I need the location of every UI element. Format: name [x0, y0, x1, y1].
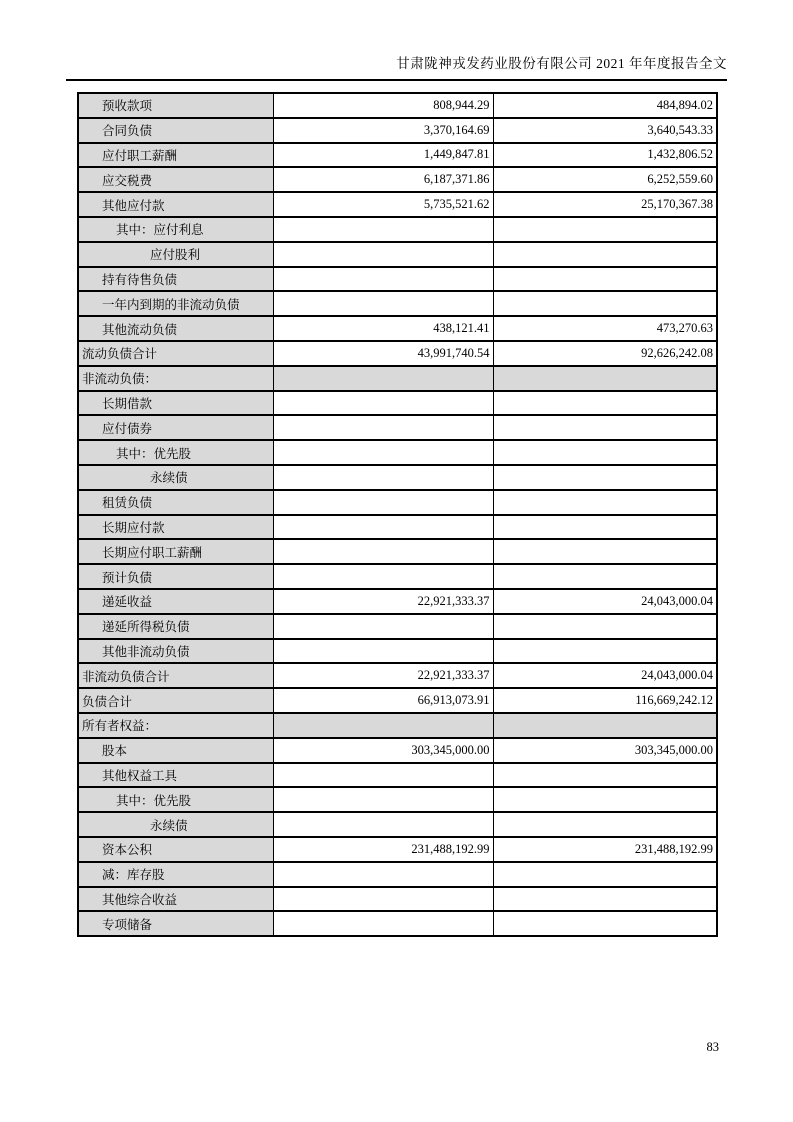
table-row [78, 192, 717, 217]
table-row [78, 341, 717, 366]
col1-value-cell: 231,488,192.99 [273, 837, 493, 862]
col1-value-cell [273, 564, 493, 589]
table-row [78, 366, 717, 391]
col2-value-cell [493, 763, 717, 788]
col1-value-cell [273, 440, 493, 465]
col2-value-cell [493, 366, 717, 391]
col1-value-cell: 3,370,164.69 [273, 118, 493, 143]
col1-value-cell [273, 291, 493, 316]
col2-value-cell [493, 911, 717, 936]
col2-value-cell [493, 862, 717, 887]
row-label-cell: 持有待售负债 [78, 267, 273, 292]
col2-value-cell [493, 415, 717, 440]
table-row [78, 440, 717, 465]
table-row [78, 614, 717, 639]
col1-value-cell [273, 887, 493, 912]
table-row [78, 217, 717, 242]
col2-value-cell [493, 391, 717, 416]
col2-value-cell: 116,669,242.12 [493, 688, 717, 713]
col1-value-cell: 303,345,000.00 [273, 738, 493, 763]
col2-value-cell [493, 614, 717, 639]
row-label-cell: 其他流动负债 [78, 316, 273, 341]
col1-value-cell [273, 639, 493, 664]
row-label-cell: 其他权益工具 [78, 763, 273, 788]
col2-value-cell [493, 713, 717, 738]
row-label-cell: 资本公积 [78, 837, 273, 862]
row-label-cell: 长期借款 [78, 391, 273, 416]
table-row [78, 415, 717, 440]
row-label-cell: 永续债 [78, 465, 273, 490]
col1-value-cell [273, 490, 493, 515]
col2-value-cell [493, 539, 717, 564]
balance-sheet-table-body [78, 93, 717, 936]
page-header-title: 甘肃陇神戎发药业股份有限公司 2021 年年度报告全文 [66, 52, 727, 81]
row-label-cell: 专项储备 [78, 911, 273, 936]
row-label-cell: 合同负债 [78, 118, 273, 143]
col2-value-cell: 25,170,367.38 [493, 192, 717, 217]
col2-value-cell: 3,640,543.33 [493, 118, 717, 143]
table-row [78, 738, 717, 763]
col2-value-cell [493, 242, 717, 267]
col1-value-cell: 22,921,333.37 [273, 589, 493, 614]
table-row [78, 713, 717, 738]
table-row [78, 465, 717, 490]
row-label-cell: 租赁负债 [78, 490, 273, 515]
table-row [78, 763, 717, 788]
row-label-cell: 应付债券 [78, 415, 273, 440]
col2-value-cell: 473,270.63 [493, 316, 717, 341]
col1-value-cell [273, 539, 493, 564]
row-label-cell: 长期应付职工薪酬 [78, 539, 273, 564]
row-label-cell: 应交税费 [78, 167, 273, 192]
row-label-cell: 流动负债合计 [78, 341, 273, 366]
table-row [78, 837, 717, 862]
row-label-cell: 其中：应付利息 [78, 217, 273, 242]
table-row [78, 490, 717, 515]
balance-sheet-table [77, 92, 718, 937]
row-label-cell: 其他综合收益 [78, 887, 273, 912]
row-label-cell: 所有者权益： [78, 713, 273, 738]
col1-value-cell [273, 217, 493, 242]
table-row [78, 391, 717, 416]
row-label-cell: 股本 [78, 738, 273, 763]
table-row [78, 167, 717, 192]
table-row [78, 93, 717, 118]
col2-value-cell [493, 812, 717, 837]
col2-value-cell: 6,252,559.60 [493, 167, 717, 192]
col2-value-cell [493, 267, 717, 292]
col1-value-cell [273, 415, 493, 440]
col1-value-cell [273, 515, 493, 540]
row-label-cell: 预收款项 [78, 93, 273, 118]
table-row [78, 862, 717, 887]
col2-value-cell: 231,488,192.99 [493, 837, 717, 862]
col2-value-cell [493, 887, 717, 912]
table-row [78, 787, 717, 812]
col2-value-cell: 24,043,000.04 [493, 589, 717, 614]
col1-value-cell [273, 366, 493, 391]
col1-value-cell [273, 465, 493, 490]
row-label-cell: 应付职工薪酬 [78, 143, 273, 168]
col2-value-cell [493, 490, 717, 515]
table-row [78, 143, 717, 168]
col2-value-cell [493, 639, 717, 664]
table-row [78, 539, 717, 564]
table-row [78, 267, 717, 292]
table-row [78, 887, 717, 912]
col1-value-cell: 22,921,333.37 [273, 663, 493, 688]
row-label-cell: 减：库存股 [78, 862, 273, 887]
col2-value-cell: 1,432,806.52 [493, 143, 717, 168]
row-label-cell: 递延所得税负债 [78, 614, 273, 639]
col1-value-cell [273, 787, 493, 812]
col1-value-cell: 438,121.41 [273, 316, 493, 341]
row-label-cell: 递延收益 [78, 589, 273, 614]
row-label-cell: 负债合计 [78, 688, 273, 713]
page-number: 83 [706, 1040, 719, 1054]
col1-value-cell: 66,913,073.91 [273, 688, 493, 713]
col2-value-cell: 303,345,000.00 [493, 738, 717, 763]
col1-value-cell [273, 614, 493, 639]
row-label-cell: 应付股利 [78, 242, 273, 267]
col1-value-cell [273, 862, 493, 887]
col1-value-cell: 808,944.29 [273, 93, 493, 118]
col2-value-cell [493, 217, 717, 242]
row-label-cell: 非流动负债合计 [78, 663, 273, 688]
table-row [78, 911, 717, 936]
table-row [78, 242, 717, 267]
row-label-cell: 一年内到期的非流动负债 [78, 291, 273, 316]
col1-value-cell [273, 242, 493, 267]
row-label-cell: 预计负债 [78, 564, 273, 589]
col2-value-cell [493, 291, 717, 316]
col1-value-cell [273, 391, 493, 416]
row-label-cell: 其中：优先股 [78, 787, 273, 812]
row-label-cell: 其他非流动负债 [78, 639, 273, 664]
table-row [78, 316, 717, 341]
table-row [78, 812, 717, 837]
col1-value-cell [273, 812, 493, 837]
table-row [78, 291, 717, 316]
col2-value-cell [493, 564, 717, 589]
col1-value-cell: 43,991,740.54 [273, 341, 493, 366]
table-row [78, 118, 717, 143]
col1-value-cell: 6,187,371.86 [273, 167, 493, 192]
table-row [78, 639, 717, 664]
col1-value-cell [273, 763, 493, 788]
col2-value-cell [493, 440, 717, 465]
col1-value-cell: 5,735,521.62 [273, 192, 493, 217]
col1-value-cell: 1,449,847.81 [273, 143, 493, 168]
col2-value-cell [493, 787, 717, 812]
col1-value-cell [273, 713, 493, 738]
table-row [78, 589, 717, 614]
col2-value-cell [493, 515, 717, 540]
row-label-cell: 非流动负债： [78, 366, 273, 391]
table-row [78, 515, 717, 540]
col1-value-cell [273, 911, 493, 936]
col2-value-cell: 24,043,000.04 [493, 663, 717, 688]
col2-value-cell [493, 465, 717, 490]
table-row [78, 663, 717, 688]
table-row [78, 688, 717, 713]
col1-value-cell [273, 267, 493, 292]
col2-value-cell: 92,626,242.08 [493, 341, 717, 366]
row-label-cell: 其中：优先股 [78, 440, 273, 465]
col2-value-cell: 484,894.02 [493, 93, 717, 118]
row-label-cell: 永续债 [78, 812, 273, 837]
row-label-cell: 其他应付款 [78, 192, 273, 217]
table-row [78, 564, 717, 589]
row-label-cell: 长期应付款 [78, 515, 273, 540]
